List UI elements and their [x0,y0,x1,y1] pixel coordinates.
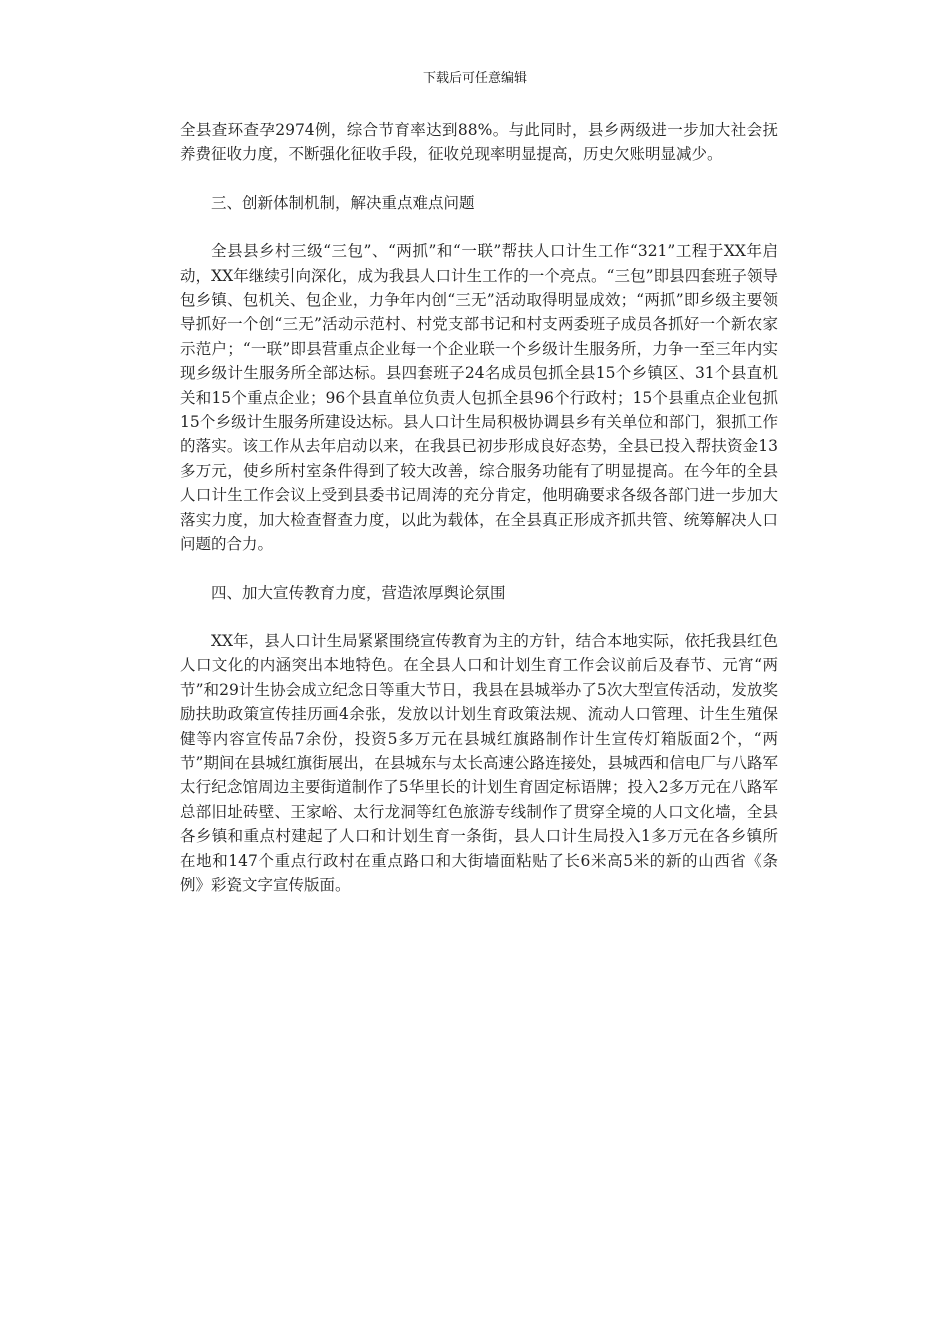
document-body [180,118,778,897]
paragraph-section-4: XX年，县人口计生局紧紧围绕宣传教育为主的方针，结合本地实际，依托我县红色人口文化的内涵突出本地特色。在全县人口和计划生育工作会议前后及春节、元宵“两节”和29计生协会成立纪念日等重大节日，我县在县城举办了5次大型宣传活动，发放奖励扶助政策宣传挂历画4余张，发放以计划生育政策法规、流动人口管理、计生生殖保健等内容宣传品7余份，投资5多万元在县城红旗路制作计生宣传灯箱版面2个，“两节”期间在县城红旗街展出，在县城东与太长高速公路连接处，县城西和信电厂与八路军太行纪念馆周边主要街道制作了5华里长的计划生育固定标语牌；投入2多万元在八路军总部旧址砖壁、王家峪、太行龙洞等红色旅游专线制作了贯穿全境的人口文化墙，全县各乡镇和重点村建起了人口和计划生育一条街，县人口计生局投入1多万元在各乡镇所在地和147个重点行政村在重点路口和大街墙面粘贴了长6米高5米的新的山西省《条例》彩瓷文字宣传版面。 [180,631,778,894]
paragraph-gap [180,167,778,191]
paragraph-continued: 全县查环查孕2974例，综合节育率达到88%。与此同时，县乡两级进一步加大社会抚养费征收力度，不断强化征收手段，征收兑现率明显提高，历史欠账明显减少。 [180,121,778,164]
heading-gap [180,605,778,629]
header-note: 下载后可任意编辑 [422,71,527,86]
heading-gap [180,215,778,239]
section-heading-4: 四、加大宣传教育力度，营造浓厚舆论氛围 [211,583,506,602]
paragraph-gap [180,557,778,581]
paragraph-section-3: 全县县乡村三级“三包”、“两抓”和“一联”帮扶人口计生工作“321”工程于XX年启动，XX年继续引向深化，成为我县人口计生工作的一个亮点。“三包”即县四套班子领导包乡镇、包机关、包企业，力争年内创“三无”活动取得明显成效；“两抓”即乡级主要领导抓好一个创“三无”活动示范村、村党支部书记和村支两委班子成员各抓好一个新农家示范户；“一联”即县营重点企业每一个企业联一个乡级计生服务所，力争一至三年内实现乡级计生服务所全部达标。县四套班子24名成员包抓全县15个乡镇区、31个县直机关和15个重点企业；96个县直单位负责人包抓全县96个行政村；15个县重点企业包抓15个乡级计生服务所建设达标。县人口计生局积极协调县乡有关单位和部门，狠抓工作的落实。该工作从去年启动以来，在我县已初步形成良好态势，全县已投入帮扶资金13多万元，使乡所村室条件得到了较大改善，综合服务功能有了明显提高。在今年的全县人口计生工作会议上受到县委书记周涛的充分肯定，他明确要求各级各部门进一步加大落实力度，加大检查督查力度，以此为载体，在全县真正形成齐抓共管、统筹解决人口问题的合力。 [180,242,778,554]
section-heading-3: 三、创新体制机制，解决重点难点问题 [211,193,475,212]
